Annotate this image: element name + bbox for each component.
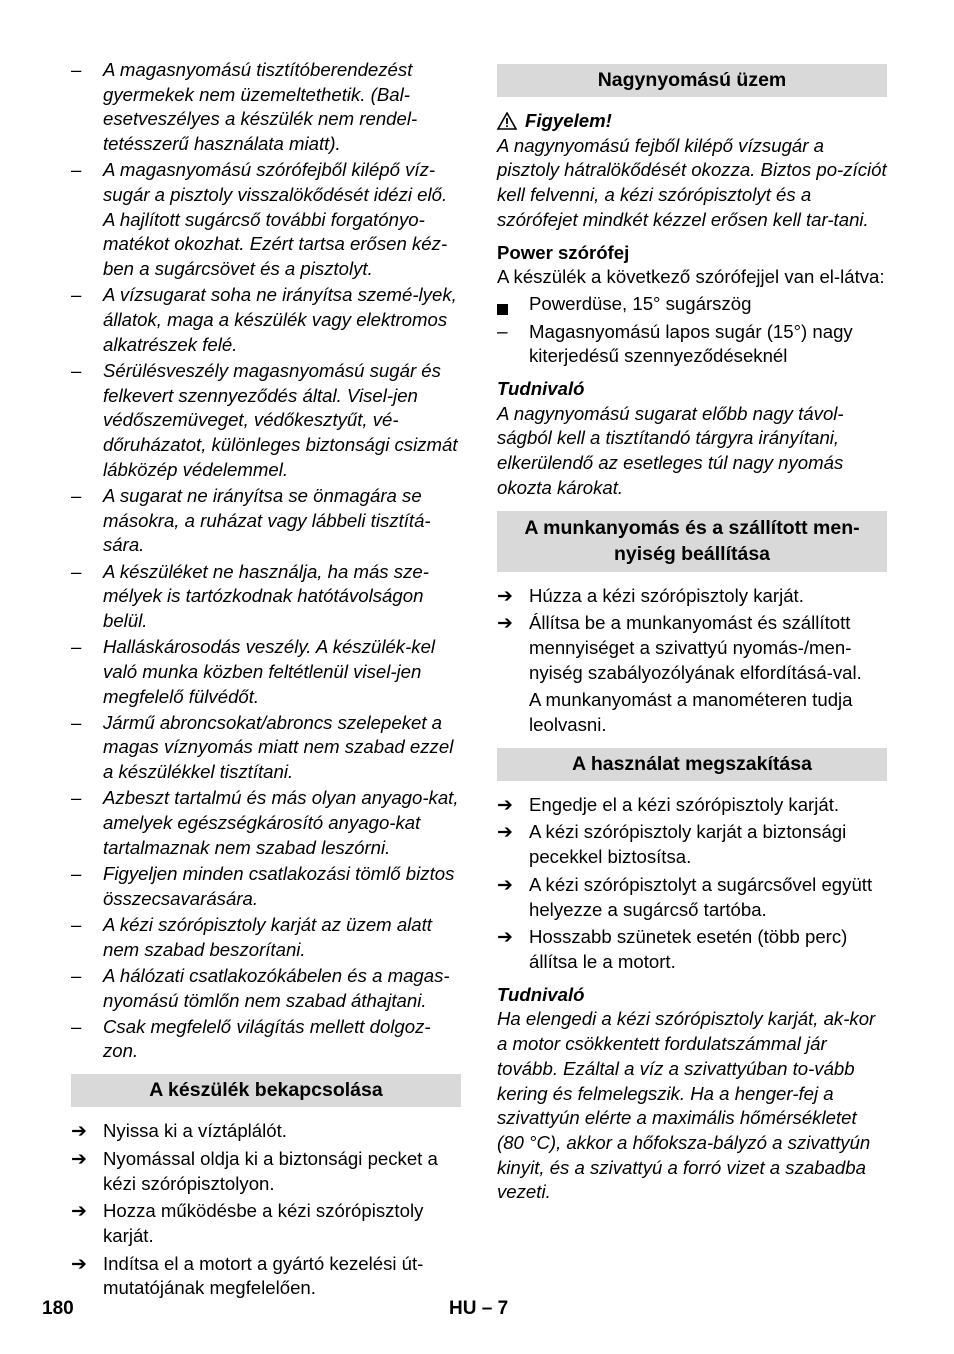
dash-list-item: – Magasnyomású lapos sugár (15°) nagy kiterjedésű szennyeződéseknél [497,320,853,367]
arrow-icon: ➔ [497,927,513,949]
arrow-icon: ➔ [497,874,513,896]
section-heading-interrupt: A használat megszakítása [497,748,887,781]
step-item: ➔ Húzza a kézi szórópisztoly karját. [497,584,887,609]
page-number: 180 [42,1298,74,1319]
power-intro: A készülék a következő szórófejjel van el-látva: [497,266,885,288]
warning-item: – Halláskárosodás veszély. A készülék-kel való munka közben feltétlenül visel-jen megfelelő fülvédőt. [71,636,436,707]
warning-item: – A magasnyomású tisztítóberendezést gyermekek nem üzemeltethetik. (Bal-esetveszélyes a készülék nem rendel-tetésszerű használata miatt). [71,59,418,155]
arrow-icon: ➔ [497,585,513,607]
warning-item: – A kézi szórópisztoly karját az üzem alatt nem szabad beszorítani. [71,913,432,960]
warning-item: – A készüléket ne használja, ha más sze-mélyek is tartózkodnak hatótávolságon belül. [71,560,429,631]
warning-item: – Sérülésveszély magasnyomású sugár és felkevert szennyeződés által. Visel-jen védőszemüveget, védőkesztyűt, vé-dőruházatot, különleges biztonsági csizmát lábközép védelemmel. [71,359,458,480]
warning-item: – Jármű abroncsokat/abroncs szelepeket a magas víznyomás miatt nem szabad ezzel a készülékkel tisztítani. [71,711,454,783]
warning-item: – A vízsugarat soha ne irányítsa szemé-lyek, állatok, maga a készülék vagy elektromos alkatrészek felé. [71,284,457,355]
warning-triangle-icon [497,112,517,130]
step-item: ➔ Hozza működésbe a kézi szórópisztoly karját. [71,1200,424,1246]
note-text: Ha elengedi a kézi szórópisztoly karját, ak-kor a motor csökkentett fordulatszámmal jár tovább. Ezáltal a víz a szivattyúban to-vább kering és felmelegszik. Ha a henger-fej a szivattyún elérte a maximális hőmérsékletet (80 °C), akkor a hőfoksza-bályzó a szivattyún kinyit, és a szivattyú a forró vizet a szabadba vezeti. [497,1008,876,1203]
note-text: A nagynyomású sugarat előbb nagy távol-ságból kell a tisztítandó tárgyra irányítani, elkerülendő az esetleges túl nagy nyomás okozta károkat. [497,402,844,498]
warning-text: A nagynyomású fejből kilépő vízsugár a pisztoly hátralökődését okozza. Biztos po-zíciót kell felvenni, a kézi szórópisztolyt és a szórófejet mindkét kézzel erősen kell tar-tani. [497,134,887,230]
step-item: ➔ A kézi szórópisztoly karját a biztonsági pecekkel biztosítsa. [497,821,847,868]
step-followup: A munkanyomást a manométeren tudja leolvasni. [529,689,853,736]
warning-item: – A sugarat ne irányítsa se önmagára se másokra, a ruházat vagy lábbeli tisztítá-sára. [71,484,431,556]
step-item: ➔ Engedje el a kézi szórópisztoly karját. [497,793,887,818]
power-nozzle-heading: Power szórófej [497,241,630,263]
warning-item: – Figyeljen minden csatlakozási tömlő biztos összecsavarására. [71,863,455,909]
warning-label: Figyelem! [497,109,887,134]
step-item: ➔ Indítsa el a motort a gyártó kezelési út-mutatójának megfelelően. [71,1252,424,1299]
warning-item: – Csak megfelelő világítás mellett dolgoz-zon. [71,1015,431,1062]
right-column [497,58,887,1205]
step-item: ➔ Állítsa be a munkanyomást és szállított mennyiséget a szivattyú nyomás-/men-nyiség szabályozólyának elfordításá-val. [497,612,862,683]
step-item: ➔ Nyomással oldja ki a biztonsági pecket a kézi szórópisztolyon. [71,1147,438,1194]
arrow-icon: ➔ [497,794,513,816]
arrow-icon: ➔ [71,1121,87,1143]
left-column [71,58,461,1304]
section-heading-high-pressure: Nagynyomású üzem [497,64,887,97]
arrow-icon: ➔ [497,613,513,635]
warning-item: – Azbeszt tartalmú és más olyan anyago-kat, amelyek egészségkárosító anyago-kat tartalmaznak nem szabad leszórni. [71,787,459,858]
note-label: Tudnivaló [497,983,585,1005]
step-item: ➔ Nyissa ki a víztáplálót. [71,1119,461,1144]
arrow-icon: ➔ [71,1201,87,1223]
section-heading-pressure-setting: A munkanyomás és a szállított men-nyiség beállítása [497,511,887,572]
language-page-label: HU – 7 [449,1298,509,1319]
arrow-icon: ➔ [71,1253,87,1275]
step-item: ➔ A kézi szórópisztolyt a sugárcsővel együtt helyezze a sugárcső tartóba. [497,873,873,920]
switch-on-steps [71,1119,461,1301]
section-heading-switch-on: A készülék bekapcsolása [71,1074,461,1107]
note-label: Tudnivaló [497,378,585,400]
square-list-item: Powerdüse, 15° sugárszög [497,292,887,317]
warnings-list [71,58,461,1064]
warning-item: – A magasnyomású szórófejből kilépő víz-sugár a pisztoly visszalökődését idézi elő. A hajlított sugárcső további forgatónyo-matékot okozhat. Ezért tartsa erősen kéz-ben a sugárcsövet és a pisztolyt. [71,159,448,280]
warning-item: – A hálózati csatlakozókábelen és a magas-nyomású tömlőn nem szabad áthajtani. [71,964,450,1011]
arrow-icon: ➔ [71,1148,87,1170]
arrow-icon: ➔ [497,822,513,844]
step-item: ➔ Hosszabb szünetek esetén (több perc) állítsa le a motort. [497,926,848,972]
